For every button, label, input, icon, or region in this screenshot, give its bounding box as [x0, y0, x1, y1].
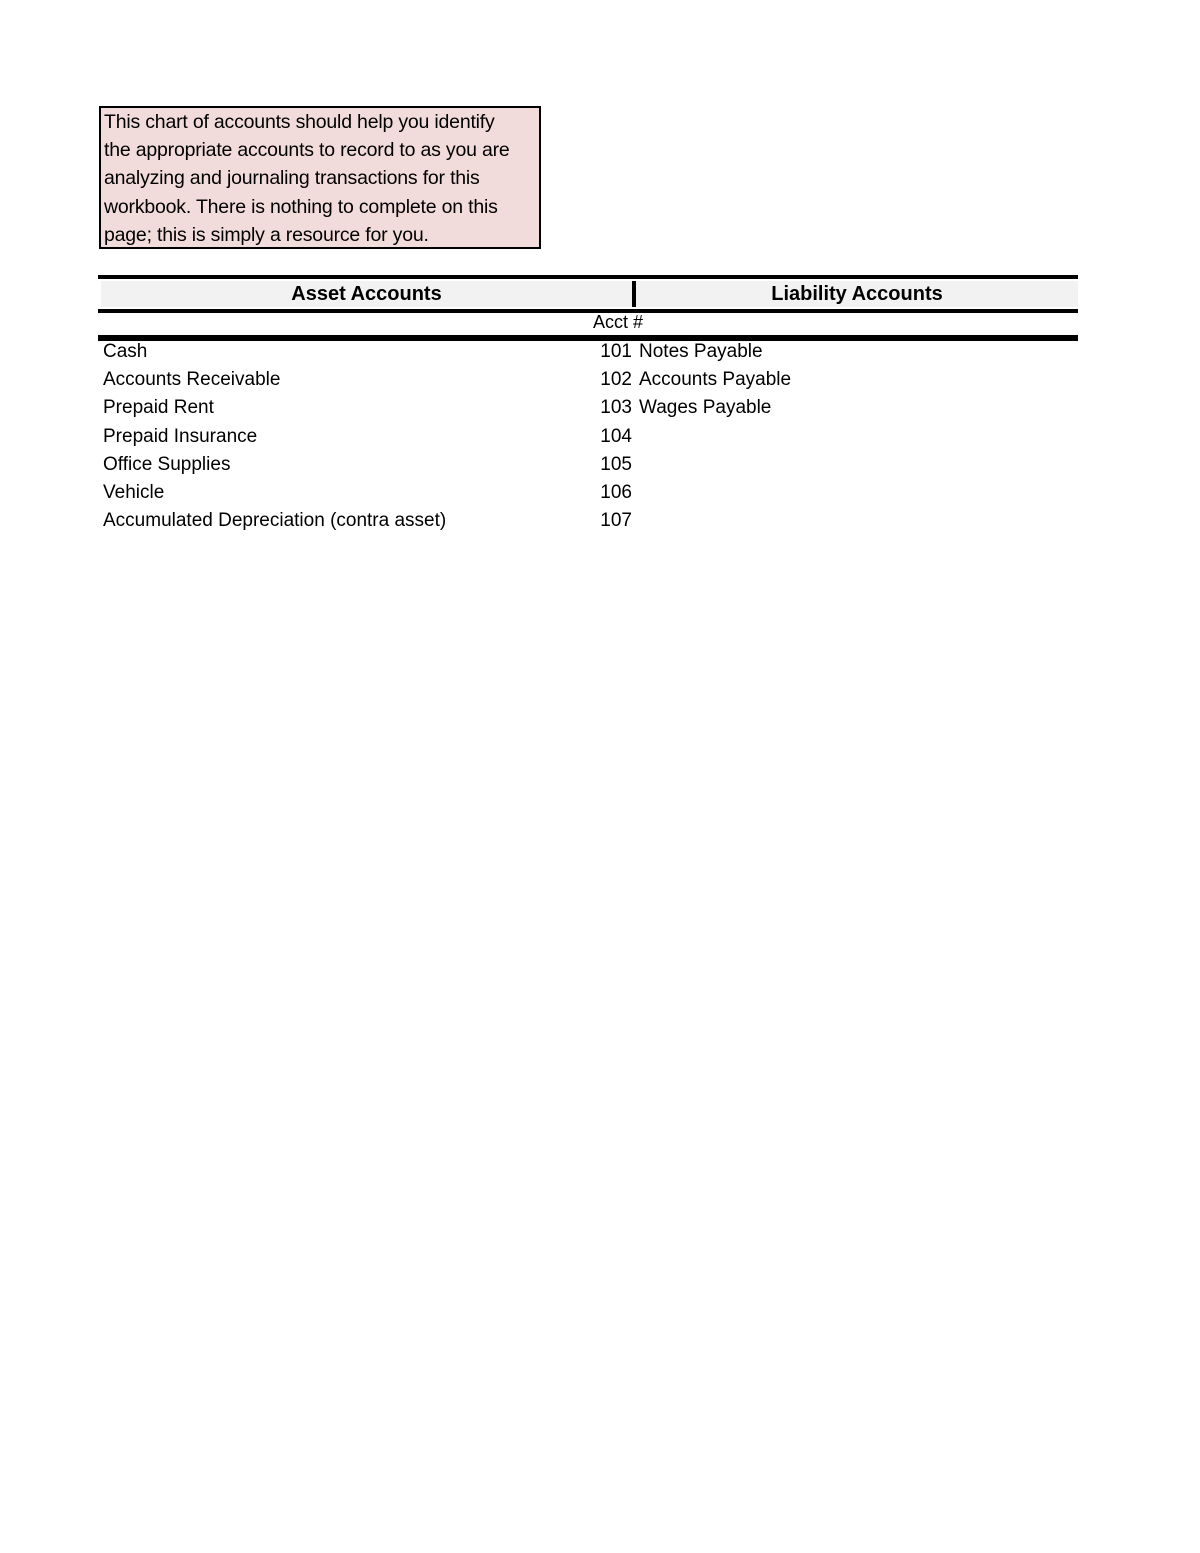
account-number: 105 [600, 453, 632, 475]
liability-account-name: Notes Payable [639, 341, 763, 362]
liability-accounts-header: Liability Accounts [636, 281, 1078, 307]
instruction-note [99, 106, 541, 249]
instruction-text: This chart of accounts should help you identify the appropriate accounts to record to as you are analyzing and journaling transactions for this workbook. There is nothing to complete on this page; this is simply a resource for you. [104, 111, 510, 246]
asset-account-name: Cash [103, 341, 148, 362]
table-row [98, 451, 1078, 479]
account-number: 101 [600, 341, 632, 362]
asset-account-name: Prepaid Insurance [103, 425, 258, 447]
asset-account-name: Prepaid Rent [103, 397, 214, 419]
account-header-row [98, 275, 1078, 313]
table-row [98, 479, 1078, 507]
table-row [98, 394, 1078, 422]
asset-accounts-header: Asset Accounts [101, 281, 636, 307]
table-row [98, 366, 1078, 394]
asset-account-name: Accumulated Depreciation (contra asset) [103, 510, 447, 532]
acct-number-label: Acct # [592, 312, 644, 332]
table-row [98, 338, 1078, 366]
account-number: 107 [600, 510, 632, 532]
liability-account-name: Accounts Payable [639, 369, 792, 391]
asset-account-name: Accounts Receivable [103, 369, 281, 391]
asset-account-name: Office Supplies [103, 453, 231, 475]
account-number: 102 [600, 369, 632, 391]
account-number: 106 [600, 481, 632, 503]
account-number: 104 [600, 425, 632, 447]
table-row [98, 507, 1078, 535]
asset-account-name: Vehicle [103, 481, 165, 503]
acct-number-header-row [98, 309, 1078, 341]
account-number: 103 [600, 397, 632, 419]
liability-account-name: Wages Payable [639, 397, 772, 419]
accounts-table-body [98, 338, 1078, 535]
table-row [98, 423, 1078, 451]
